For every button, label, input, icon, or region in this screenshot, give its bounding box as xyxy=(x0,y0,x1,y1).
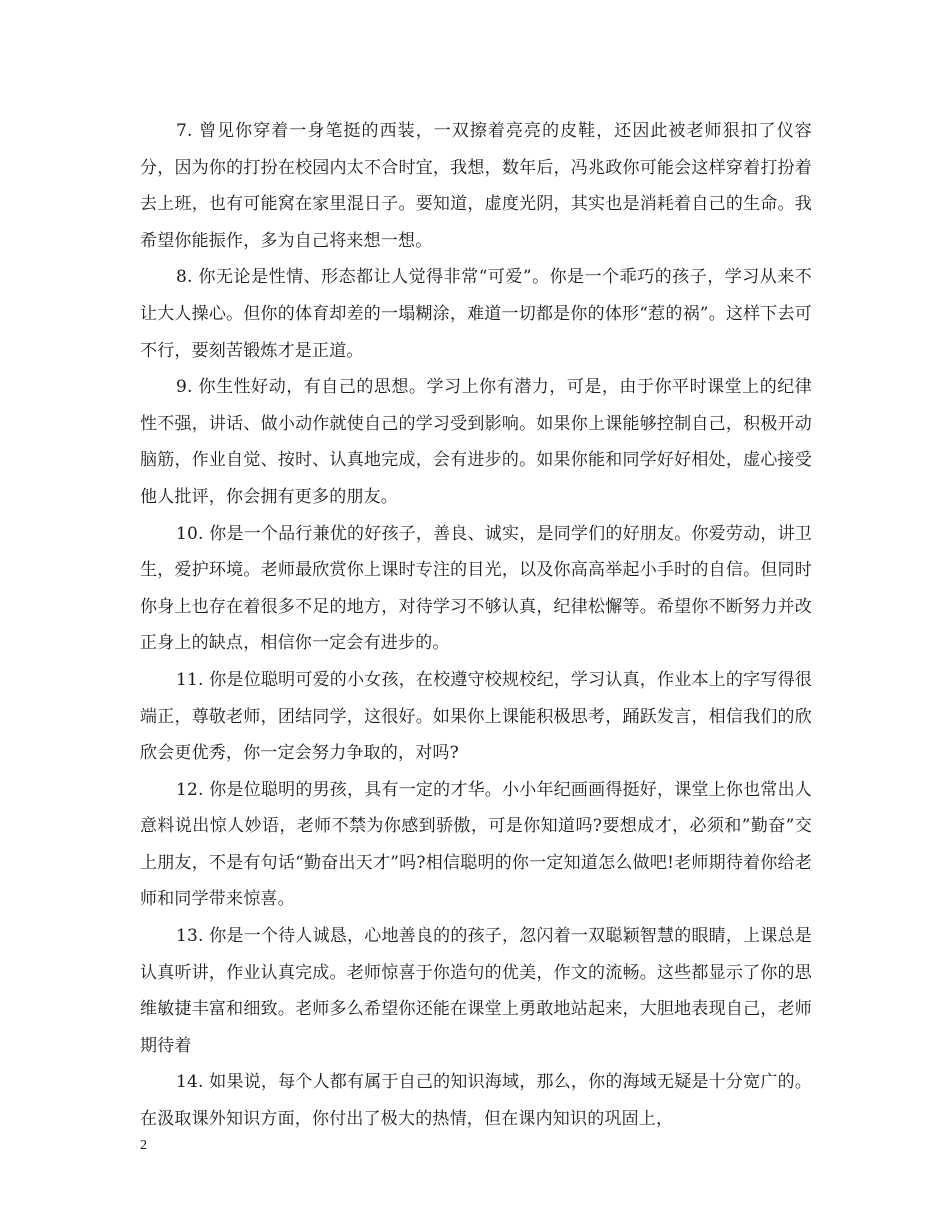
page-number: 2 xyxy=(140,1138,147,1153)
paragraph-9: 9. 你生性好动，有自己的思想。学习上你有潜力，可是，由于你平时课堂上的纪律性不强，讲话、做小动作就使自己的学习受到影响。如果你上课能够控制自己，积极开动脑筋，作业自觉、按时、认真地完成，会有进步的。如果你能和同学好好相处，虚心接受他人批评，你会拥有更多的朋友。 xyxy=(140,377,812,507)
paragraph-10: 10. 你是一个品行兼优的好孩子，善良、诚实，是同学们的好朋友。你爱劳动，讲卫生，爱护环境。老师最欣赏你上课时专注的目光，以及你高高举起小手时的自信。但同时你身上也存在着很多不足的地方，对待学习不够认真，纪律松懈等。希望你不断努力并改正身上的缺点，相信你一定会有进步的。 xyxy=(140,523,812,654)
paragraph-12: 12. 你是位聪明的男孩，具有一定的才华。小小年纪画画得挺好，课堂上你也常出人意料说出惊人妙语，老师不禁为你感到骄傲，可是你知道吗?要想成才，必须和”勤奋”交上朋友，不是有句话“勤奋出天才”吗?相信聪明的你一定知道怎么做吧!老师期待着你给老师和同学带来惊喜。 xyxy=(140,779,812,910)
paragraph-8: 8. 你无论是性情、形态都让人觉得非常“可爱”。你是一个乖巧的孩子，学习从来不让大人操心。但你的体育却差的一塌糊涂，难道一切都是你的体形“惹的祸”。这样下去可不行，要刻苦锻炼才是正道。 xyxy=(140,267,812,361)
paragraph-13: 13. 你是一个待人诚恳，心地善良的的孩子，忽闪着一双聪颖智慧的眼睛，上课总是认真听讲，作业认真完成。老师惊喜于你造句的优美，作文的流畅。这些都显示了你的思维敏捷丰富和细致。老师多么希望你还能在课堂上勇敢地站起来，大胆地表现自己，老师期待着 xyxy=(140,926,812,1056)
paragraph-11: 11. 你是位聪明可爱的小女孩，在校遵守校规校纪，学习认真，作业本上的字写得很端正，尊敬老师，团结同学，这很好。如果你上课能积极思考，踊跃发言，相信我们的欣欣会更优秀，你一定会努力争取的，对吗? xyxy=(140,669,812,764)
paragraph-7: 7. 曾见你穿着一身笔挺的西装，一双擦着亮亮的皮鞋，还因此被老师狠扣了仪容分，因为你的打扮在校园内太不合时宜，我想，数年后，冯兆政你可能会这样穿着打扮着去上班，也有可能窝在家里混日子。要知道，虚度光阴，其实也是消耗着自己的生命。我希望你能振作，多为自己将来想一想。 xyxy=(140,121,812,251)
paragraph-14: 14. 如果说，每个人都有属于自己的知识海域，那么，你的海域无疑是十分宽广的。在汲取课外知识方面，你付出了极大的热情，但在课内知识的巩固上， xyxy=(140,1072,812,1130)
document-body xyxy=(140,113,812,1138)
